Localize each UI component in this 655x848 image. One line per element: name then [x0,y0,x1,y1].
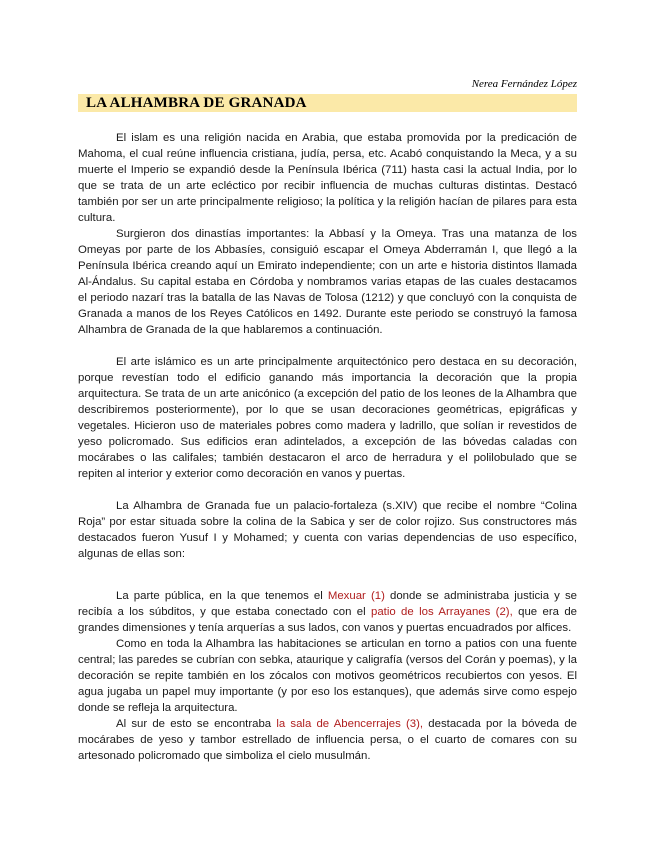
paragraph-gap-small [78,578,577,588]
paragraph-dynasties: Surgieron dos dinastías importantes: la Abbasí y la Omeya. Tras una matanza de los Omeyas por parte de los Abbasíes, consiguió escapar el Omeya Abderramán I, que llegó a la Península Ibérica creando aquí un Emirato independiente; con un arte e historia distintos llamada Al-Ándalus. Su capital estaba en Córdoba y nombramos varias etapas de las cuales destacamos el periodo nazarí tras la batalla de las Navas de Tolosa (1212) y que concluyó con la conquista de Granada a manos de los Reyes Católicos en 1492. Durante este periodo se construyó la famosa Alhambra de Granada de la que hablaremos a continuación. [78,228,577,336]
document-title: LA ALHAMBRA DE GRANADA [86,95,307,111]
text-segment: Al sur de esto se encontraba [116,718,277,730]
paragraph-abencerrajes [78,716,577,764]
paragraph-gap [78,562,577,578]
reference-mexuar: Mexuar (1) [327,590,385,602]
paragraph-islamic-art: El arte islámico es un arte principalmente arquitectónico pero destaca en su decoración, porque revestían todo el edificio ganando más importancia la decoración que la propia arquitectura. Se trata de un arte anicónico (a excepción del patio de los leones de la Alhambra que describiremos posteriormente), por lo que se usan decoraciones geométricas, epigráficas y vegetales. Hicieron uso de materiales pobres como madera y ladrillo, que solían ir revestidos de yeso policromado. Sus edificios eran adintelados, a excepción de las bóvedas caladas con mocárabes o las califales; también destacaron el arco de herradura y el polilobulado que se repiten al interior y exterior como decoración en vanos y puertas. [78,356,577,480]
document-body [78,130,577,764]
paragraph-alhambra: La Alhambra de Granada fue un palacio-fortaleza (s.XIV) que recibe el nombre “Colina Roja” por estar situada sobre la colina de la Sabica y ser de color rojizo. Sus constructores más destacados fueron Yusuf I y Mohamed; y cuenta con varias dependencias de uso específico, algunas de ellas son: [78,500,577,560]
text-segment: donde se administraba justicia y se recibía a los súbditos, y que estaba conectado con el [78,590,577,618]
author-name: Nerea Fernández López [471,78,577,90]
text-segment: La parte pública, en la que tenemos el [116,590,328,602]
paragraph-patios: Como en toda la Alhambra las habitaciones se articulan en torno a patios con una fuente central; las paredes se cubrían con sebka, ataurique y caligrafía (versos del Corán y poemas), y la decoración se repite también en los zócalos con motivos geométricos recubiertos con yesos. El agua jugaba un papel muy importante (y por eso los estanques), que además sirve como espejo donde se refleja la arquitectura. [78,638,577,714]
title-highlight-bar [78,94,577,112]
reference-sala-abencerrajes: la sala de Abencerrajes (3), [276,718,424,730]
paragraph-intro: El islam es una religión nacida en Arabia, que estaba promovida por la predicación de Mahoma, el cual reúne influencia cristiana, judía, persa, etc. Acabó conquistando la Meca, y a su muerte el Imperio se expandió desde la Península Ibérica (711) hasta casi la actual India, por lo que se trata de un arte ecléctico por recibir influencia de muchas culturas distintas. Destacó también por ser un arte principalmente religioso; la política y la religión hacían de pilares para esta cultura. [78,132,577,224]
reference-patio-arrayanes: patio de los Arrayanes (2), [371,606,513,618]
paragraph-gap [78,482,577,498]
text-segment: que era de grandes dimensiones y tenía arquerías a sus lados, con vanos y puertas encuadrados por alfices. [78,606,577,634]
text-segment: destacada por la bóveda de mocárabes de yeso y tambor estrellado de influencia persa, o el cuarto de comares con su artesonado policromado que simboliza el cielo musulmán. [78,718,577,762]
paragraph-public-area [78,588,577,636]
paragraph-gap [78,338,577,354]
